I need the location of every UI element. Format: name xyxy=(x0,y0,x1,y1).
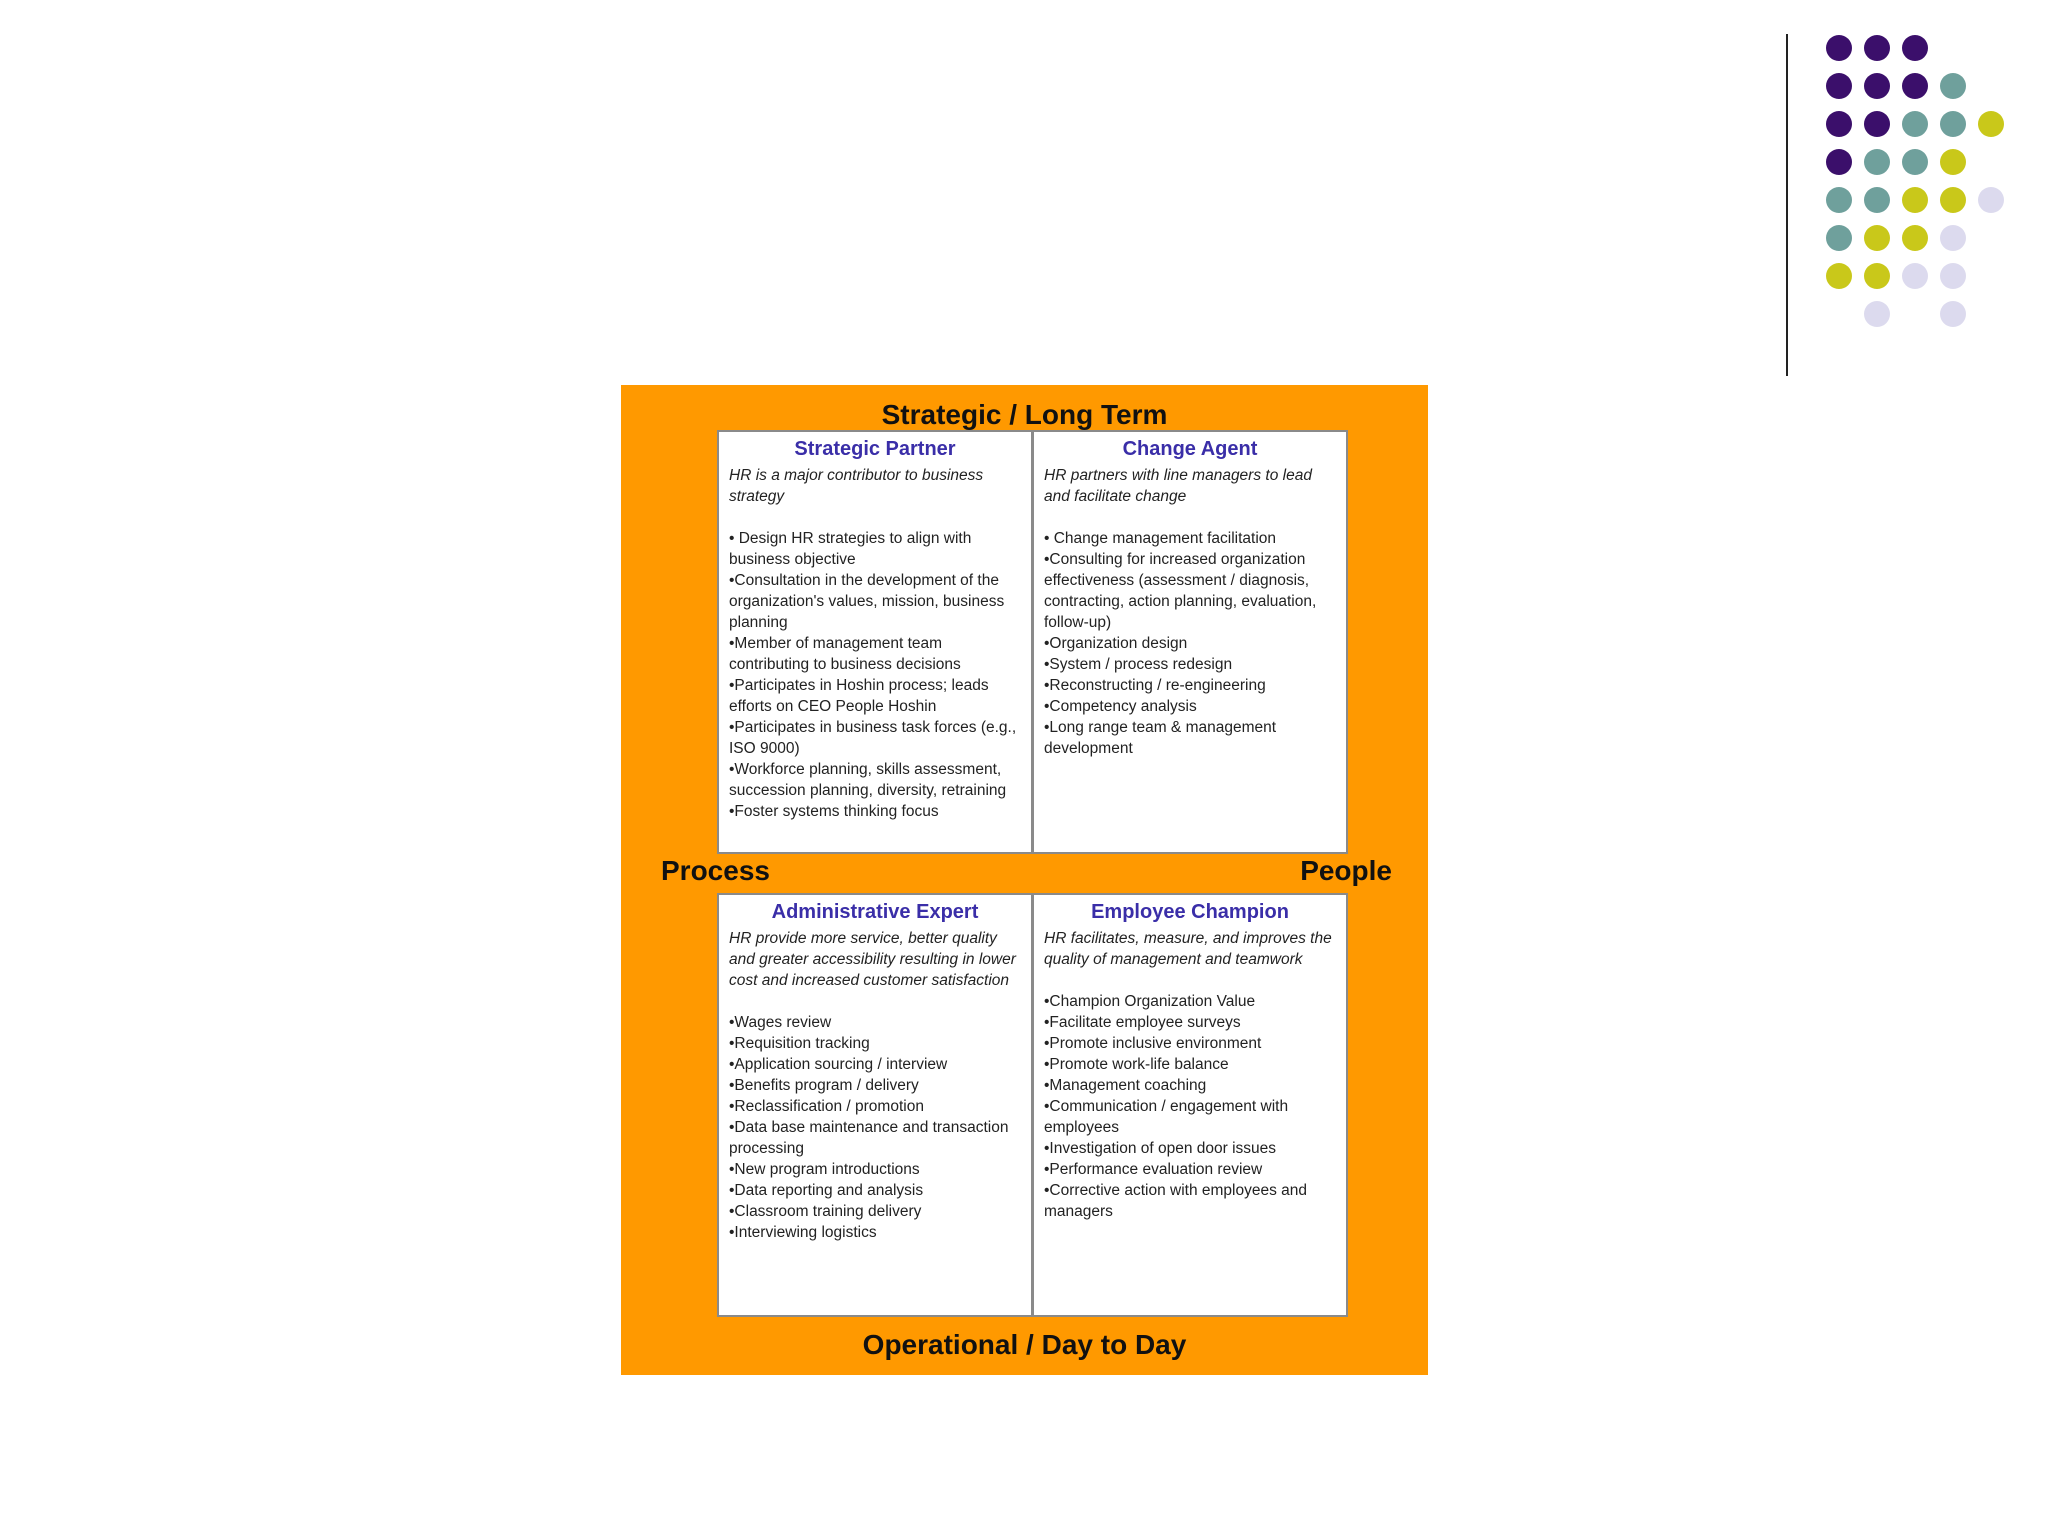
list-item: • Design HR strategies to align with business objective xyxy=(729,530,972,568)
decorative-dot xyxy=(1978,111,2004,137)
decorative-dot xyxy=(1902,35,1928,61)
quadrant-subtitle: HR is a major contributor to business strategy xyxy=(729,467,984,505)
quadrant-title: Administrative Expert xyxy=(771,901,979,923)
list-item: •Consulting for increased organization effectiveness (assessment / diagnosis, contracting, action planning, evaluation, follow-up) xyxy=(1044,551,1317,631)
list-item: •Application sourcing / interview xyxy=(729,1056,948,1073)
list-item: •Champion Organization Value xyxy=(1044,993,1256,1010)
quadrant-list xyxy=(729,1012,1021,1243)
list-item: •Data base maintenance and transaction processing xyxy=(729,1119,1009,1157)
dot-grid-decoration xyxy=(0,0,2048,400)
quadrant-title: Strategic Partner xyxy=(794,438,956,460)
list-item: •Foster systems thinking focus xyxy=(729,803,939,820)
decorative-dot xyxy=(1902,111,1928,137)
quadrant-employee-champion xyxy=(1032,893,1348,1317)
decorative-dot xyxy=(1940,187,1966,213)
decorative-dot xyxy=(1940,225,1966,251)
list-item: •Participates in Hoshin process; leads efforts on CEO People Hoshin xyxy=(729,677,989,715)
list-item: •Participates in business task forces (e.g., ISO 9000) xyxy=(729,719,1017,757)
decorative-dot xyxy=(1902,149,1928,175)
list-item: •Long range team & management development xyxy=(1044,719,1277,757)
hr-roles-diagram xyxy=(621,385,1428,1375)
decorative-dot xyxy=(1940,149,1966,175)
decorative-dot xyxy=(1864,73,1890,99)
decorative-dot xyxy=(1902,187,1928,213)
decorative-dot xyxy=(1864,263,1890,289)
quadrant-strategic-partner xyxy=(717,430,1033,854)
list-item: •Reclassification / promotion xyxy=(729,1098,924,1115)
list-item: •Reconstructing / re-engineering xyxy=(1044,677,1266,694)
list-item: •Requisition tracking xyxy=(729,1035,870,1052)
list-item: •Consultation in the development of the organization's values, mission, business planning xyxy=(729,572,1005,631)
list-item: •System / process redesign xyxy=(1044,656,1233,673)
quadrant-list xyxy=(1044,528,1336,759)
decorative-dot xyxy=(1902,225,1928,251)
decorative-dot xyxy=(1826,225,1852,251)
decorative-dot xyxy=(1826,187,1852,213)
list-item: •Promote inclusive environment xyxy=(1044,1035,1262,1052)
decorative-dot xyxy=(1864,111,1890,137)
axis-label-top: Strategic / Long Term xyxy=(881,399,1168,430)
axis-label-right: People xyxy=(1300,855,1392,886)
list-item: •Performance evaluation review xyxy=(1044,1161,1263,1178)
decorative-dot xyxy=(1864,149,1890,175)
decorative-dot xyxy=(1978,187,2004,213)
list-item: •Organization design xyxy=(1044,635,1188,652)
decorative-dot xyxy=(1826,111,1852,137)
decorative-dot xyxy=(1826,35,1852,61)
quadrant-subtitle: HR partners with line managers to lead and facilitate change xyxy=(1044,467,1312,505)
quadrant-administrative-expert xyxy=(717,893,1033,1317)
quadrant-subtitle: HR facilitates, measure, and improves the quality of management and teamwork xyxy=(1044,930,1332,968)
decorative-dot xyxy=(1902,263,1928,289)
list-item: •New program introductions xyxy=(729,1161,920,1178)
quadrant-change-agent xyxy=(1032,430,1348,854)
quadrant-subtitle: HR provide more service, better quality and greater accessibility resulting in lower cost and increased customer satisfaction xyxy=(729,930,1016,989)
list-item: •Management coaching xyxy=(1044,1077,1207,1094)
list-item: •Investigation of open door issues xyxy=(1044,1140,1277,1157)
list-item: •Classroom training delivery xyxy=(729,1203,922,1220)
decorative-dot xyxy=(1864,225,1890,251)
decorative-dot xyxy=(1902,73,1928,99)
list-item: •Workforce planning, skills assessment, succession planning, diversity, retraining xyxy=(729,761,1007,799)
quadrant-list xyxy=(729,528,1021,822)
decorative-dot xyxy=(1826,73,1852,99)
axis-label-left: Process xyxy=(661,855,770,886)
list-item: •Competency analysis xyxy=(1044,698,1197,715)
list-item: •Interviewing logistics xyxy=(729,1224,877,1241)
decorative-dot xyxy=(1864,301,1890,327)
list-item: •Wages review xyxy=(729,1014,832,1031)
list-item: •Corrective action with employees and managers xyxy=(1044,1182,1308,1220)
quadrant-list xyxy=(1044,991,1336,1222)
decorative-dot xyxy=(1940,263,1966,289)
list-item: •Benefits program / delivery xyxy=(729,1077,919,1094)
decorative-dot xyxy=(1864,35,1890,61)
list-item: • Change management facilitation xyxy=(1044,530,1277,547)
decorative-dot xyxy=(1826,149,1852,175)
quadrant-title: Employee Champion xyxy=(1091,901,1289,923)
quadrant-title: Change Agent xyxy=(1122,438,1258,460)
decorative-dot xyxy=(1826,263,1852,289)
decorative-dot xyxy=(1864,187,1890,213)
decorative-dot xyxy=(1940,301,1966,327)
axis-label-bottom: Operational / Day to Day xyxy=(862,1329,1187,1360)
list-item: •Data reporting and analysis xyxy=(729,1182,924,1199)
list-item: •Promote work-life balance xyxy=(1044,1056,1229,1073)
list-item: •Facilitate employee surveys xyxy=(1044,1014,1241,1031)
decorative-dot xyxy=(1940,73,1966,99)
list-item: •Communication / engagement with employees xyxy=(1044,1098,1289,1136)
decorative-dot xyxy=(1940,111,1966,137)
list-item: •Member of management team contributing to business decisions xyxy=(729,635,961,673)
